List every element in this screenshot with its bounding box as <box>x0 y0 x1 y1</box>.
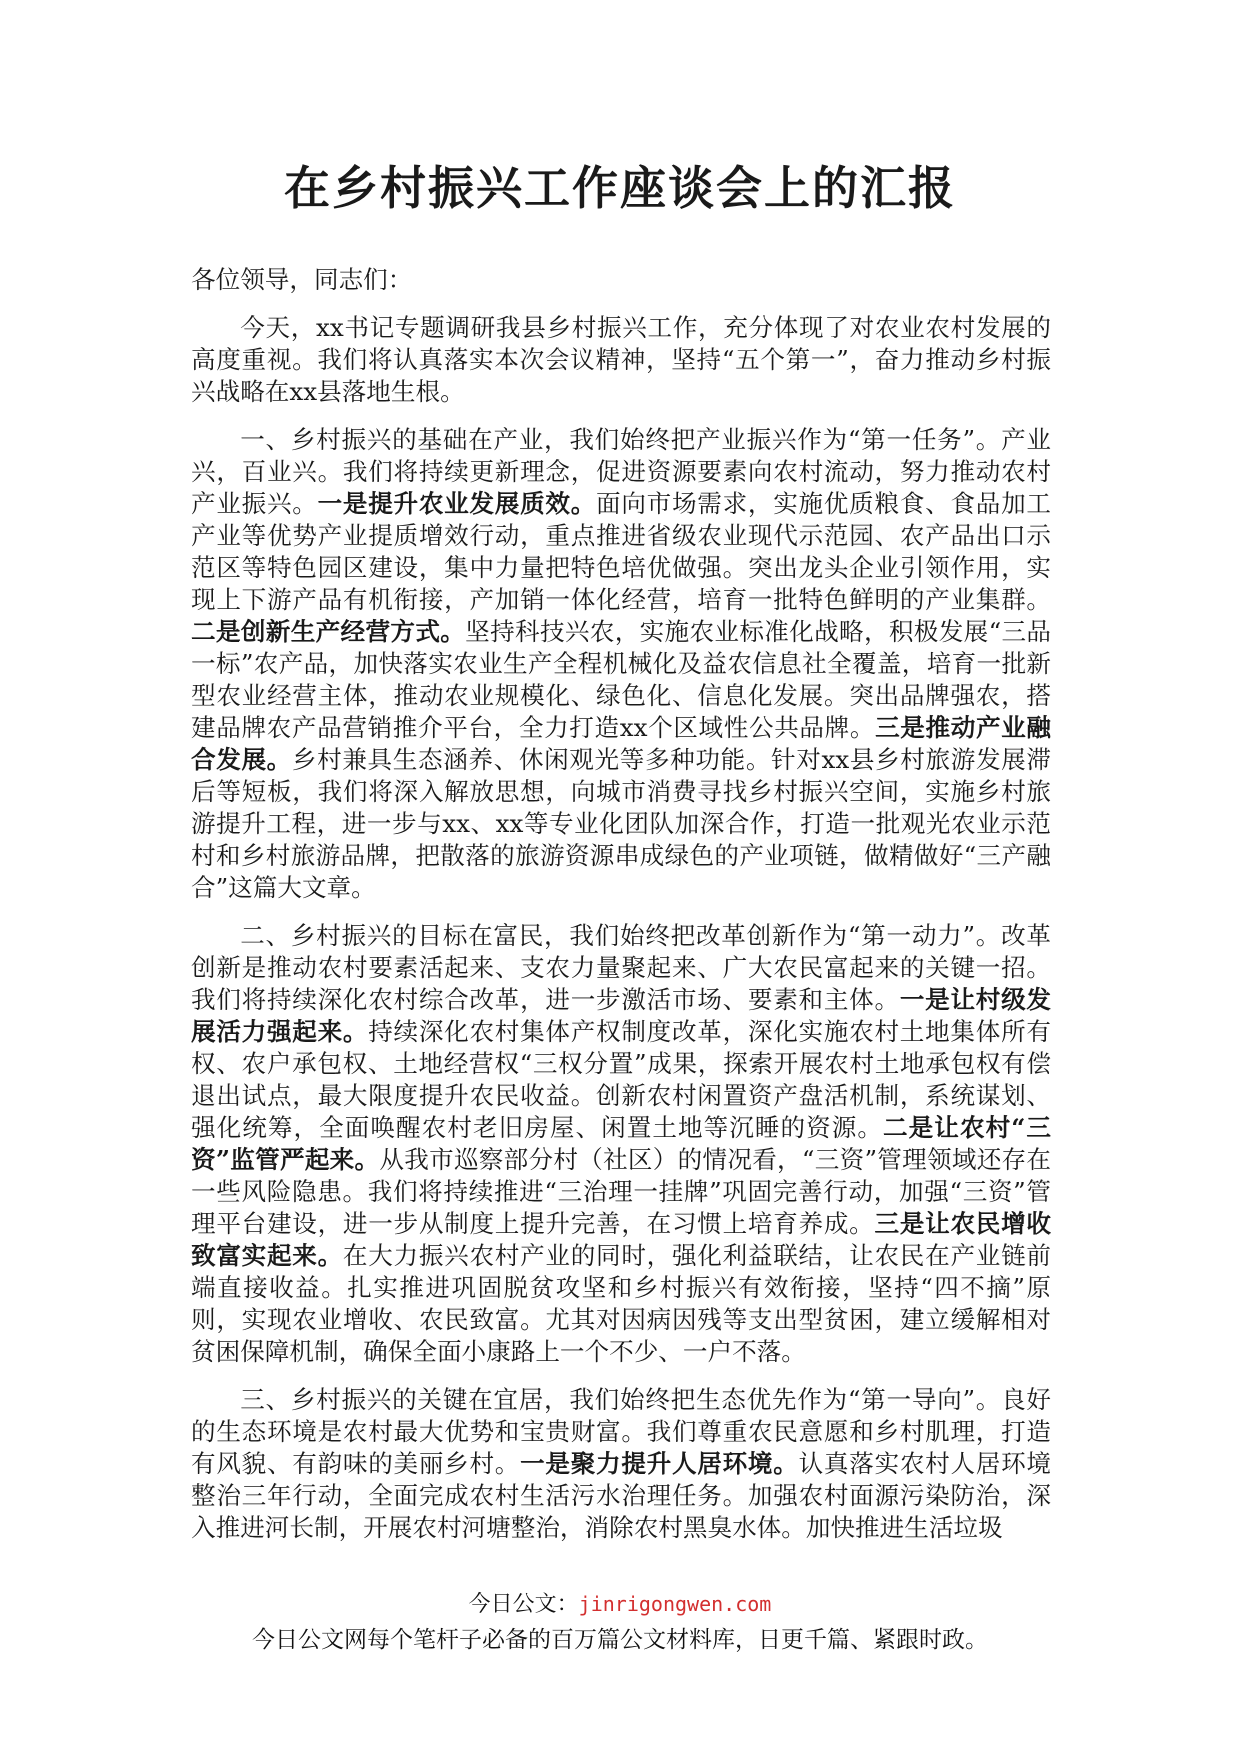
footer-slogan: 今日公文网每个笔杆子必备的百万篇公文材料库，日更千篇、紧跟时政。 <box>252 1627 988 1653</box>
footer-site-line <box>0 1589 1240 1620</box>
section-3-point-1-heading: 一是聚力提升人居环境。 <box>520 1449 799 1478</box>
section-3-paragraph <box>191 1384 1051 1544</box>
section-2-paragraph <box>191 920 1051 1368</box>
section-3-point-1-text: 认真落实农村人居环境整治三年行动，全面完成农村生活污水治理任务。加强农村面源污染防治，深入推进河长制，开展农村河塘整治，消除农村黑臭水体。加快推进生活垃圾 <box>191 1449 1051 1542</box>
document-title: 在乡村振兴工作座谈会上的汇报 <box>284 161 956 215</box>
intro-paragraph: 今天，xx书记专题调研我县乡村振兴工作，充分体现了对农业农村发展的高度重视。我们将认真落实本次会议精神，坚持“五个第一”，奋力推动乡村振兴战略在xx县落地生根。 <box>191 313 1051 406</box>
section-1-point-1-text: 面向市场需求，实施优质粮食、食品加工产业等优势产业提质增效行动，重点推进省级农业现代示范园、农产品出口示范区等特色园区建设，集中力量把特色培优做强。突出龙头企业引领作用，实现上下游产品有机衔接，产加销一体化经营，培育一批特色鲜明的产业集群。 <box>191 489 1051 614</box>
section-1-lead: 一、乡村振兴的基础在产业，我们始终把产业振兴作为“第一任务”。产业兴，百业兴。我们将持续更新理念，促进资源要素向农村流动，努力推动农村产业振兴。 <box>191 425 1051 518</box>
footer-site-label: 今日公文： <box>468 1592 579 1617</box>
footer-site-url[interactable]: jinrigongwen.com <box>578 1592 772 1616</box>
section-1-point-1-heading: 一是提升农业发展质效。 <box>317 489 597 518</box>
section-2-point-1-heading: 一是让村级发展活力强起来。 <box>191 985 1051 1046</box>
section-1-paragraph <box>191 424 1051 904</box>
section-1-point-2-heading: 二是创新生产经营方式。 <box>191 617 466 646</box>
section-2-lead: 二、乡村振兴的目标在富民，我们始终把改革创新作为“第一动力”。改革创新是推动农村要素活起来、支农力量聚起来、广大农民富起来的关键一招。我们将持续深化农村综合改革，进一步激活市场、要素和主体。 <box>191 921 1051 1014</box>
document-body <box>191 264 1051 1560</box>
section-2-point-3-heading: 三是让农民增收致富实起来。 <box>191 1209 1051 1270</box>
section-1-point-3-text: 乡村兼具生态涵养、休闲观光等多种功能。针对xx县乡村旅游发展滞后等短板，我们将深入解放思想，向城市消费寻找乡村振兴空间，实施乡村旅游提升工程，进一步与xx、xx等专业化团队加深合作，打造一批观光农业示范村和乡村旅游品牌，把散落的旅游资源串成绿色的产业项链，做精做好“三产融合”这篇大文章。 <box>191 745 1051 902</box>
salutation: 各位领导，同志们： <box>191 265 413 294</box>
section-3-lead: 三、乡村振兴的关键在宜居，我们始终把生态优先作为“第一导向”。良好的生态环境是农村最大优势和宝贵财富。我们尊重农民意愿和乡村肌理，打造有风貌、有韵味的美丽乡村。 <box>191 1385 1051 1478</box>
section-1-point-3-heading: 三是推动产业融合发展。 <box>191 713 1051 774</box>
section-2-point-1-text: 持续深化农村集体产权制度改革，深化实施农村土地集体所有权、农户承包权、土地经营权“三权分置”成果，探索开展农村土地承包权有偿退出试点，最大限度提升农民收益。创新农村闲置资产盘活机制，系统谋划、强化统筹，全面唤醒农村老旧房屋、闲置土地等沉睡的资源。 <box>191 1017 1051 1142</box>
section-2-point-2-text: 从我市巡察部分村（社区）的情况看，“三资”管理领域还存在一些风险隐患。我们将持续推进“三治理一挂牌”巩固完善行动，加强“三资”管理平台建设，进一步从制度上提升完善，在习惯上培育养成。 <box>191 1145 1051 1238</box>
section-1-point-2-text: 坚持科技兴农，实施农业标准化战略，积极发展“三品一标”农产品，加快落实农业生产全程机械化及益农信息社全覆盖，培育一批新型农业经营主体，推动农业规模化、绿色化、信息化发展。突出品牌强农，搭建品牌农产品营销推介平台，全力打造xx个区域性公共品牌。 <box>191 617 1051 742</box>
section-2-point-2-heading: 二是让农村“三资”监管严起来。 <box>191 1113 1051 1174</box>
section-2-point-3-text: 在大力振兴农村产业的同时，强化利益联结，让农民在产业链前端直接收益。扎实推进巩固脱贫攻坚和乡村振兴有效衔接，坚持“四不摘”原则，实现农业增收、农民致富。尤其对因病因残等支出型贫困，建立缓解相对贫困保障机制，确保全面小康路上一个不少、一户不落。 <box>191 1241 1051 1366</box>
